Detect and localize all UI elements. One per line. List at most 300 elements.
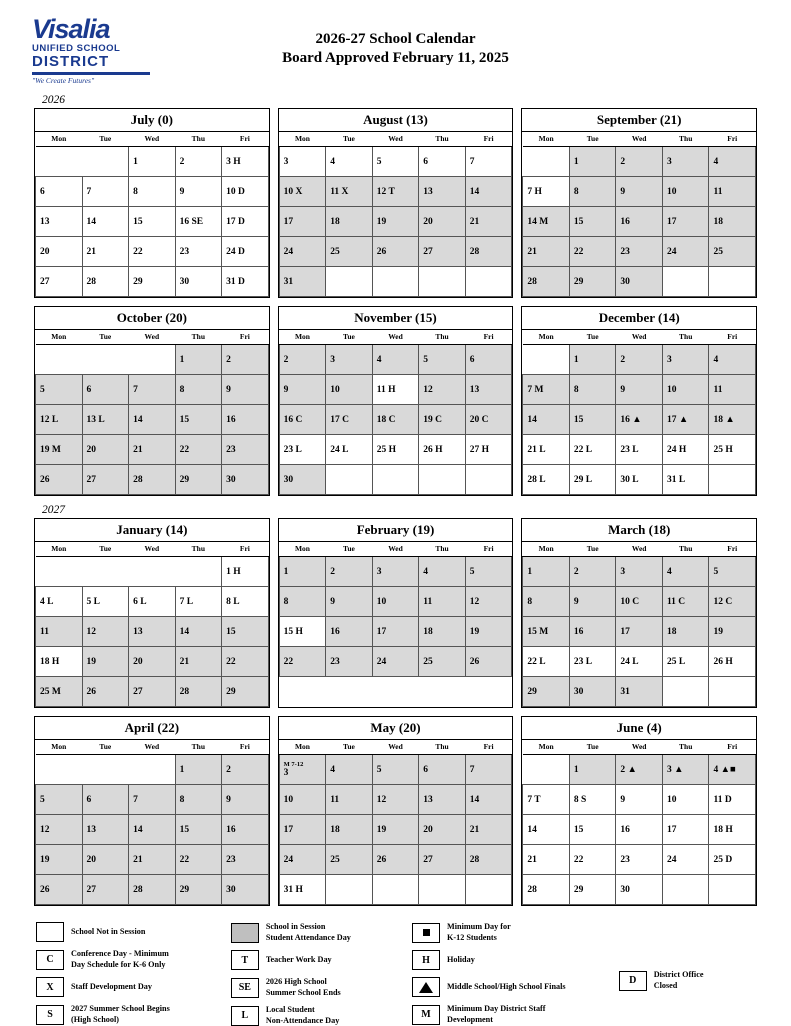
day-cell[interactable]: 13 (465, 375, 512, 405)
day-cell[interactable]: 15 (569, 207, 616, 237)
day-cell[interactable]: 3 (662, 345, 709, 375)
day-cell[interactable]: 9 (326, 587, 373, 617)
day-cell[interactable]: 31 (279, 267, 326, 297)
day-cell[interactable]: 26 H (419, 435, 466, 465)
day-cell[interactable]: 2 (569, 557, 616, 587)
day-cell[interactable]: 7 (129, 375, 176, 405)
day-cell[interactable]: 3 ▲ (662, 755, 709, 785)
day-cell[interactable]: 18 (419, 617, 466, 647)
day-cell[interactable]: 20 (82, 845, 129, 875)
day-cell[interactable]: 4 (326, 755, 373, 785)
day-cell[interactable]: 9 (222, 375, 269, 405)
day-cell[interactable]: 13 (36, 207, 83, 237)
day-cell[interactable]: 1 (175, 755, 222, 785)
day-cell[interactable]: 29 (569, 267, 616, 297)
day-cell[interactable]: 23 (616, 237, 663, 267)
day-cell[interactable]: 24 (279, 237, 326, 267)
day-cell[interactable]: 25 M (36, 677, 83, 707)
legend-swatch-d: D (619, 971, 647, 991)
day-cell[interactable]: 31 D (222, 267, 269, 297)
day-cell[interactable]: 12 (419, 375, 466, 405)
day-cell[interactable]: 23 (222, 845, 269, 875)
day-cell[interactable]: 14 (129, 815, 176, 845)
day-cell[interactable]: 6 (419, 755, 466, 785)
day-cell[interactable]: 30 L (616, 465, 663, 495)
day-cell[interactable]: 22 (129, 237, 176, 267)
day-cell[interactable]: 11 (326, 785, 373, 815)
day-cell[interactable]: 30 (279, 465, 326, 495)
day-cell[interactable]: 17 (662, 207, 709, 237)
day-cell[interactable]: 28 L (523, 465, 570, 495)
day-cell[interactable]: 19 (372, 815, 419, 845)
day-cell[interactable]: 9 (279, 375, 326, 405)
day-cell[interactable]: 1 (569, 345, 616, 375)
day-cell[interactable]: 7 (129, 785, 176, 815)
day-cell[interactable]: 26 (36, 465, 83, 495)
day-cell[interactable]: 17 (279, 207, 326, 237)
day-cell[interactable]: 22 (175, 845, 222, 875)
day-cell[interactable]: 11 (419, 587, 466, 617)
day-cell[interactable]: 16 (326, 617, 373, 647)
legend-label: District Office Closed (653, 970, 704, 990)
day-cell[interactable]: 11 D (709, 785, 756, 815)
day-cell[interactable]: 8 (569, 375, 616, 405)
day-cell[interactable]: 16 (616, 815, 663, 845)
day-cell[interactable]: 16 (616, 207, 663, 237)
day-cell[interactable]: 4 (372, 345, 419, 375)
day-cell[interactable]: 4 (709, 345, 756, 375)
day-cell[interactable]: 17 (616, 617, 663, 647)
day-cell[interactable]: 25 H (709, 435, 756, 465)
month-table (35, 740, 269, 905)
day-cell[interactable]: 20 (82, 435, 129, 465)
day-cell[interactable]: 15 (569, 815, 616, 845)
day-cell[interactable]: 16 SE (175, 207, 222, 237)
day-cell[interactable]: 12 (36, 815, 83, 845)
day-cell[interactable]: 28 (175, 677, 222, 707)
day-cell[interactable]: 27 (82, 465, 129, 495)
day-cell[interactable]: 13 (82, 815, 129, 845)
day-cell[interactable]: 13 (129, 617, 176, 647)
day-cell[interactable]: 14 (465, 785, 512, 815)
day-cell[interactable]: 12 (465, 587, 512, 617)
day-cell[interactable]: 30 (616, 875, 663, 905)
day-cell[interactable]: 29 (523, 677, 570, 707)
legend-item (412, 977, 585, 997)
day-cell[interactable]: 5 (372, 147, 419, 177)
day-cell[interactable]: 18 H (709, 815, 756, 845)
day-cell[interactable]: 21 (129, 845, 176, 875)
day-cell[interactable]: 30 (222, 875, 269, 905)
day-cell[interactable]: 27 (36, 267, 83, 297)
day-cell[interactable]: 3 (662, 147, 709, 177)
day-cell[interactable]: 6 L (129, 587, 176, 617)
empty-cell (465, 267, 512, 297)
day-cell[interactable]: 29 (175, 465, 222, 495)
day-cell[interactable]: 28 (523, 875, 570, 905)
day-cell[interactable]: 28 (129, 465, 176, 495)
day-cell[interactable]: 11 C (662, 587, 709, 617)
day-cell[interactable]: 13 (419, 785, 466, 815)
day-cell[interactable]: 24 (662, 237, 709, 267)
day-cell[interactable]: 10 (662, 785, 709, 815)
weekday-header: Tue (569, 132, 616, 147)
day-cell[interactable]: 5 (36, 785, 83, 815)
day-cell[interactable]: 10 (279, 785, 326, 815)
day-cell[interactable] (279, 755, 326, 785)
day-cell[interactable]: 27 H (465, 435, 512, 465)
day-cell[interactable]: 3 (326, 345, 373, 375)
day-cell[interactable]: 23 (616, 845, 663, 875)
day-cell[interactable]: 21 L (523, 435, 570, 465)
day-cell[interactable]: 8 (523, 587, 570, 617)
week-row (279, 845, 512, 875)
day-cell[interactable]: 3 (372, 557, 419, 587)
day-cell[interactable]: 23 (222, 435, 269, 465)
day-cell[interactable]: 15 (175, 405, 222, 435)
day-cell[interactable]: 18 C (372, 405, 419, 435)
day-cell[interactable]: 1 (523, 557, 570, 587)
day-cell[interactable]: 19 (709, 617, 756, 647)
day-cell[interactable]: 20 (36, 237, 83, 267)
day-cell[interactable]: 27 (82, 875, 129, 905)
day-cell[interactable]: 30 (616, 267, 663, 297)
day-cell[interactable]: 4 (419, 557, 466, 587)
day-cell[interactable]: 12 (82, 617, 129, 647)
week-row (36, 345, 269, 375)
day-cell[interactable]: 25 (419, 647, 466, 677)
week-row (523, 815, 756, 845)
month-table (279, 542, 513, 707)
legend-column-1 (36, 922, 227, 1026)
day-cell[interactable]: 12 T (372, 177, 419, 207)
day-cell[interactable]: 17 (372, 617, 419, 647)
legend-label: Teacher Work Day (265, 954, 332, 964)
empty-cell (709, 875, 756, 905)
day-cell[interactable]: 21 (82, 237, 129, 267)
day-cell[interactable]: 17 D (222, 207, 269, 237)
day-cell[interactable]: 1 (279, 557, 326, 587)
day-cell[interactable]: 1 (129, 147, 176, 177)
weekday-header: Mon (36, 542, 83, 557)
empty-cell (372, 267, 419, 297)
day-cell[interactable]: 14 (175, 617, 222, 647)
day-cell[interactable]: 10 (372, 587, 419, 617)
day-cell[interactable]: 8 (279, 587, 326, 617)
day-cell[interactable]: 5 L (82, 587, 129, 617)
day-cell[interactable]: 8 S (569, 785, 616, 815)
weekday-header: Wed (616, 132, 663, 147)
day-cell[interactable]: 22 (175, 435, 222, 465)
day-cell[interactable]: 26 (372, 845, 419, 875)
day-cell[interactable]: 29 (129, 267, 176, 297)
day-cell[interactable]: 22 (569, 237, 616, 267)
day-cell[interactable]: 21 (523, 845, 570, 875)
finals-triangle-icon (412, 977, 440, 997)
month-table (522, 542, 756, 707)
day-cell[interactable]: 7 L (175, 587, 222, 617)
day-cell[interactable]: 20 (419, 207, 466, 237)
day-cell[interactable]: 13 L (82, 405, 129, 435)
day-cell[interactable]: 25 H (372, 435, 419, 465)
day-cell[interactable]: 25 L (662, 647, 709, 677)
day-cell[interactable]: 15 (569, 405, 616, 435)
day-cell[interactable]: 4 (709, 147, 756, 177)
day-cell[interactable]: 20 C (465, 405, 512, 435)
day-cell[interactable]: 29 L (569, 465, 616, 495)
day-cell[interactable]: 23 (175, 237, 222, 267)
day-cell[interactable]: 11 X (326, 177, 373, 207)
day-cell[interactable]: 2 (222, 345, 269, 375)
day-cell[interactable]: 29 (222, 677, 269, 707)
day-cell[interactable]: 25 (326, 845, 373, 875)
day-cell[interactable]: 5 (372, 755, 419, 785)
day-cell[interactable]: 25 D (709, 845, 756, 875)
day-cell[interactable]: 1 H (222, 557, 269, 587)
day-cell[interactable]: 22 L (569, 435, 616, 465)
day-cell[interactable]: 5 (419, 345, 466, 375)
day-cell[interactable]: 15 H (279, 617, 326, 647)
day-cell[interactable]: 18 (662, 617, 709, 647)
day-cell[interactable]: 28 (82, 267, 129, 297)
day-cell[interactable]: 19 M (36, 435, 83, 465)
day-cell[interactable]: 3 H (222, 147, 269, 177)
day-cell[interactable]: 26 (372, 237, 419, 267)
day-cell[interactable]: 31 H (279, 875, 326, 905)
day-cell[interactable]: 27 (419, 845, 466, 875)
week-row (523, 785, 756, 815)
day-cell[interactable]: 5 (36, 375, 83, 405)
day-cell[interactable]: 8 L (222, 587, 269, 617)
day-cell[interactable]: 15 (175, 815, 222, 845)
empty-cell (419, 267, 466, 297)
day-cell[interactable]: 29 (175, 875, 222, 905)
day-cell[interactable]: 8 (175, 375, 222, 405)
day-cell[interactable]: 24 L (616, 647, 663, 677)
day-cell[interactable]: 9 (616, 785, 663, 815)
day-cell[interactable]: 28 (523, 267, 570, 297)
day-cell[interactable]: 6 (82, 785, 129, 815)
day-cell[interactable]: 7 M (523, 375, 570, 405)
day-cell[interactable]: 6 (82, 375, 129, 405)
day-cell[interactable]: 4 L (36, 587, 83, 617)
weekday-header: Fri (709, 740, 756, 755)
day-cell[interactable]: 24 (279, 845, 326, 875)
day-cell[interactable]: 21 (465, 207, 512, 237)
day-cell[interactable]: 16 ▲ (616, 405, 663, 435)
day-cell[interactable]: 22 (279, 647, 326, 677)
weekday-header: Wed (372, 132, 419, 147)
day-cell[interactable]: 19 (36, 845, 83, 875)
day-cell[interactable]: 12 (372, 785, 419, 815)
day-cell[interactable]: 4 (662, 557, 709, 587)
weekday-header: Thu (662, 542, 709, 557)
day-cell[interactable]: 7 (82, 177, 129, 207)
day-cell[interactable]: 16 (222, 405, 269, 435)
day-cell[interactable]: 2 (222, 755, 269, 785)
day-cell[interactable]: 2 ▲ (616, 755, 663, 785)
square-glyph (423, 929, 430, 936)
day-cell[interactable]: 4 ▲■ (709, 755, 756, 785)
day-cell[interactable]: 25 (709, 237, 756, 267)
day-cell[interactable]: 31 (616, 677, 663, 707)
day-cell[interactable]: 17 (662, 815, 709, 845)
day-cell[interactable]: 10 (326, 375, 373, 405)
day-cell[interactable]: 26 (82, 677, 129, 707)
day-cell[interactable]: 26 H (709, 647, 756, 677)
day-cell[interactable]: 30 (222, 465, 269, 495)
month-row-4 (22, 716, 769, 906)
day-cell[interactable]: 10 X (279, 177, 326, 207)
day-cell[interactable]: 28 (465, 845, 512, 875)
day-cell[interactable]: 25 (326, 237, 373, 267)
weekday-header: Thu (662, 740, 709, 755)
day-cell[interactable]: 14 (523, 815, 570, 845)
day-cell[interactable]: 10 (662, 375, 709, 405)
day-cell[interactable]: 15 M (523, 617, 570, 647)
weekday-header: Tue (82, 542, 129, 557)
weekday-header: Mon (36, 132, 83, 147)
day-cell[interactable]: 21 (465, 815, 512, 845)
day-cell[interactable]: 11 H (372, 375, 419, 405)
day-cell[interactable]: 1 (569, 755, 616, 785)
day-cell[interactable]: 15 (222, 617, 269, 647)
day-cell[interactable]: 24 D (222, 237, 269, 267)
day-cell[interactable]: 24 (372, 647, 419, 677)
weekday-header: Tue (82, 132, 129, 147)
month-title: October (20) (35, 307, 269, 330)
legend-label: Holiday (447, 954, 475, 964)
day-cell[interactable]: 2 (326, 557, 373, 587)
day-cell[interactable]: 9 (175, 177, 222, 207)
day-cell[interactable]: 7 T (523, 785, 570, 815)
day-cell[interactable]: 22 (569, 845, 616, 875)
day-cell[interactable]: 18 (326, 207, 373, 237)
day-cell[interactable]: 11 (709, 375, 756, 405)
day-cell[interactable]: 6 (419, 147, 466, 177)
day-cell[interactable]: 30 (569, 677, 616, 707)
day-cell[interactable]: 2 (616, 147, 663, 177)
day-cell[interactable]: 11 (709, 177, 756, 207)
day-cell[interactable]: 1 (569, 147, 616, 177)
day-cell[interactable]: 24 (662, 845, 709, 875)
day-cell[interactable]: 21 (129, 435, 176, 465)
day-cell[interactable]: 23 L (569, 647, 616, 677)
day-cell[interactable]: 19 (82, 647, 129, 677)
day-cell[interactable]: 3 (279, 147, 326, 177)
day-cell[interactable]: 13 (419, 177, 466, 207)
day-cell[interactable]: 8 (175, 785, 222, 815)
day-cell[interactable]: 21 (523, 237, 570, 267)
day-cell[interactable]: 10 (662, 177, 709, 207)
day-cell[interactable]: 21 (175, 647, 222, 677)
day-cell[interactable]: 15 (129, 207, 176, 237)
day-cell[interactable]: 5 (709, 557, 756, 587)
day-cell[interactable]: 8 (569, 177, 616, 207)
day-cell[interactable]: 17 ▲ (662, 405, 709, 435)
month-title: May (20) (279, 717, 513, 740)
day-cell[interactable]: 7 (465, 147, 512, 177)
day-cell[interactable]: 28 (129, 875, 176, 905)
day-cell[interactable]: 24 H (662, 435, 709, 465)
day-cell[interactable]: 14 (82, 207, 129, 237)
weekday-header: Thu (175, 330, 222, 345)
day-cell[interactable]: 6 (465, 345, 512, 375)
day-cell[interactable]: 10 D (222, 177, 269, 207)
day-cell[interactable]: 29 (569, 875, 616, 905)
day-cell[interactable]: 14 (523, 405, 570, 435)
day-cell[interactable]: 24 L (326, 435, 373, 465)
day-cell[interactable]: 12 L (36, 405, 83, 435)
day-cell[interactable]: 14 M (523, 207, 570, 237)
day-cell[interactable]: 20 (419, 815, 466, 845)
day-cell[interactable]: 19 (372, 207, 419, 237)
month-table (279, 132, 513, 297)
day-cell[interactable]: 11 (36, 617, 83, 647)
day-cell[interactable]: 28 (465, 237, 512, 267)
day-cell[interactable]: 18 H (36, 647, 83, 677)
day-cell[interactable]: 5 (465, 557, 512, 587)
day-cell[interactable]: 14 (129, 405, 176, 435)
weekday-header: Thu (175, 132, 222, 147)
day-cell[interactable]: 23 L (616, 435, 663, 465)
day-cell[interactable]: 16 C (279, 405, 326, 435)
day-cell[interactable]: 10 C (616, 587, 663, 617)
day-cell[interactable]: 9 (222, 785, 269, 815)
day-cell[interactable]: 17 (279, 815, 326, 845)
week-row (279, 267, 512, 297)
day-cell[interactable]: 6 (36, 177, 83, 207)
day-cell[interactable]: 23 L (279, 435, 326, 465)
month-table (279, 330, 513, 495)
day-cell[interactable]: 27 (129, 677, 176, 707)
day-cell[interactable]: 17 C (326, 405, 373, 435)
day-cell[interactable]: 7 H (523, 177, 570, 207)
day-cell[interactable]: 30 (175, 267, 222, 297)
empty-cell (419, 465, 466, 495)
day-cell[interactable]: 4 (326, 147, 373, 177)
day-cell[interactable]: 3 (616, 557, 663, 587)
day-cell[interactable]: 14 (465, 177, 512, 207)
day-cell[interactable]: 31 L (662, 465, 709, 495)
day-cell[interactable]: 16 (569, 617, 616, 647)
day-cell[interactable]: 16 (222, 815, 269, 845)
day-cell[interactable]: 12 C (709, 587, 756, 617)
day-cell[interactable]: 7 (465, 755, 512, 785)
day-cell[interactable]: 18 (709, 207, 756, 237)
weekday-header: Thu (662, 330, 709, 345)
day-cell[interactable]: 23 (326, 647, 373, 677)
day-cell[interactable]: 18 (326, 815, 373, 845)
day-cell[interactable]: 1 (175, 345, 222, 375)
day-cell[interactable]: 27 (419, 237, 466, 267)
day-cell[interactable]: 9 (616, 375, 663, 405)
day-cell[interactable]: 18 ▲ (709, 405, 756, 435)
day-cell[interactable]: 9 (616, 177, 663, 207)
day-cell[interactable]: 2 (616, 345, 663, 375)
day-cell[interactable]: 26 (36, 875, 83, 905)
day-cell[interactable]: 19 C (419, 405, 466, 435)
day-cell[interactable]: 8 (129, 177, 176, 207)
day-cell[interactable]: 22 (222, 647, 269, 677)
day-cell[interactable]: 20 (129, 647, 176, 677)
day-cell[interactable]: 9 (569, 587, 616, 617)
day-cell[interactable]: 2 (279, 345, 326, 375)
day-cell[interactable]: 22 L (523, 647, 570, 677)
day-cell[interactable]: 2 (175, 147, 222, 177)
day-cell[interactable]: 26 (465, 647, 512, 677)
day-cell[interactable]: 19 (465, 617, 512, 647)
